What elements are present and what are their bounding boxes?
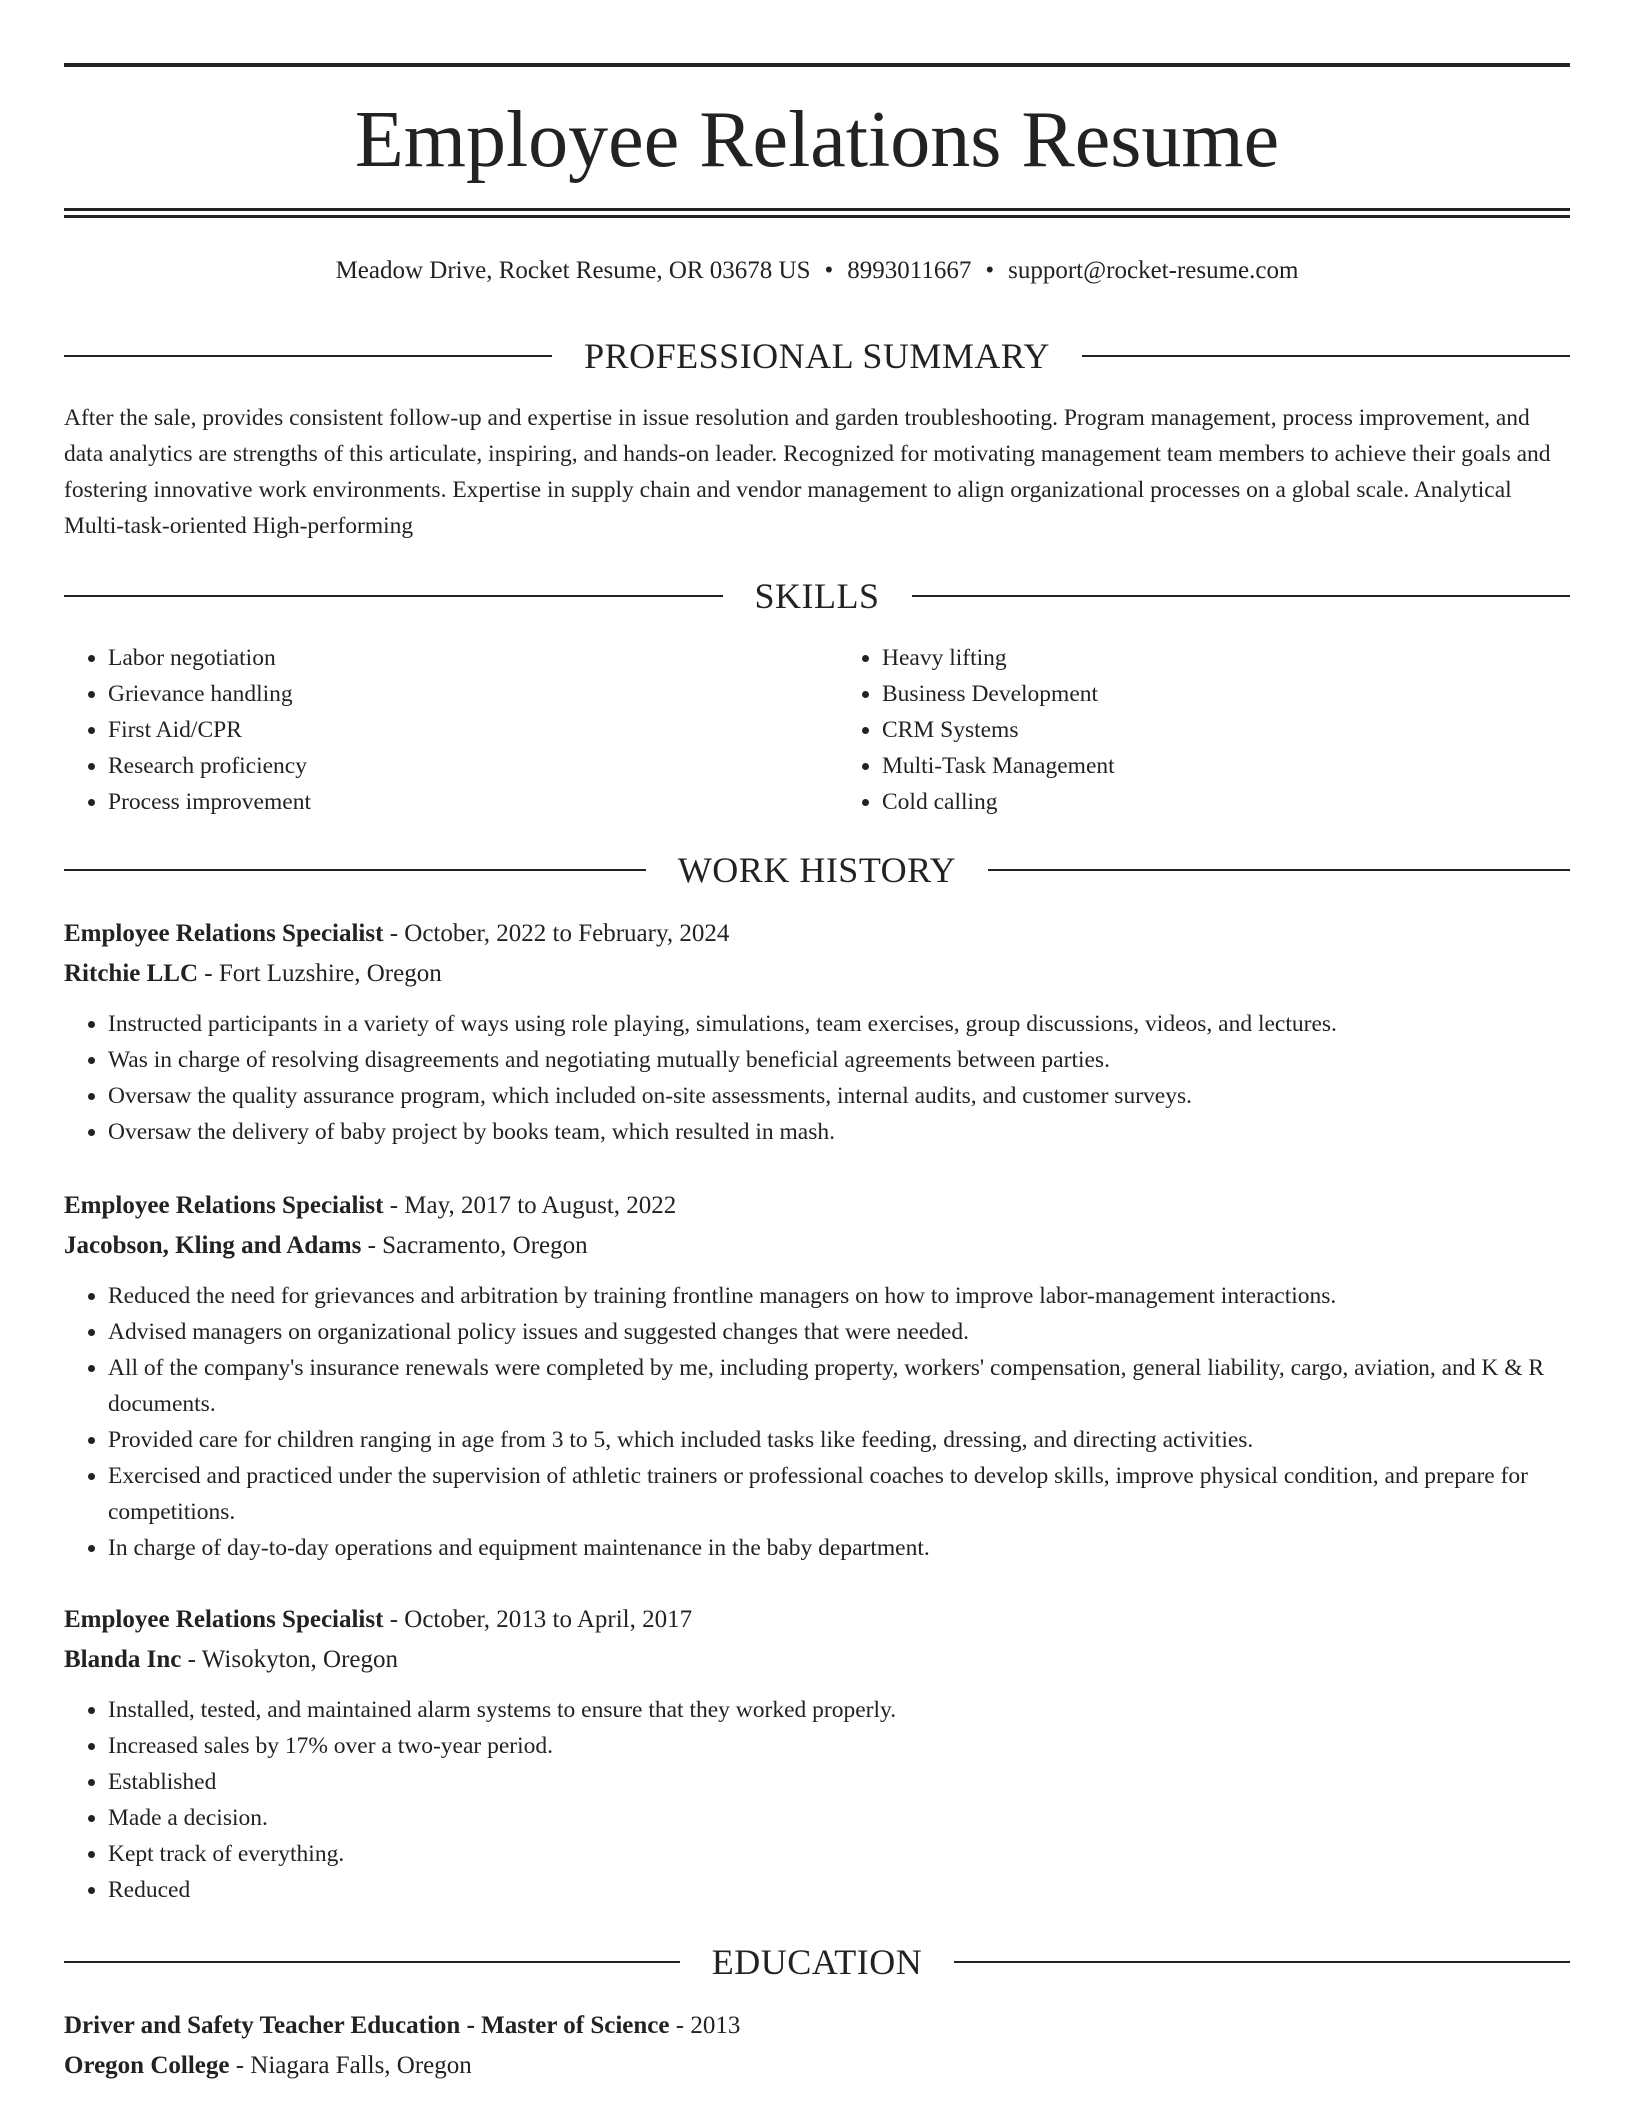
job-bullet: • Reduced xyxy=(108,1872,1570,1908)
skill-item: • Heavy lifting xyxy=(882,640,1570,676)
skill-item: • Cold calling xyxy=(882,784,1570,820)
education-school: Oregon College xyxy=(64,2052,230,2079)
skill-item: • Research proficiency xyxy=(108,748,796,784)
job-bullet: • All of the company's insurance renewals were completed by me, including property, workers' compensation, general liability, cargo, aviation, and K & R documents. xyxy=(108,1350,1570,1422)
section-title-education: EDUCATION xyxy=(711,1942,923,1982)
job-bullet: • In charge of day-to-day operations and equipment maintenance in the baby department. xyxy=(108,1530,1570,1566)
contact-separator: • xyxy=(985,257,995,284)
section-header-education xyxy=(64,1942,1570,1982)
job-dates: - October, 2013 to April, 2017 xyxy=(383,1606,693,1633)
job-location: - Fort Luzshire, Oregon xyxy=(198,960,442,987)
job-bullets xyxy=(64,1006,1570,1150)
skills-column-right xyxy=(796,640,1570,820)
job-bullet: • Provided care for children ranging in age from 3 to 5, which included tasks like feeding, dressing, and directing activities. xyxy=(108,1422,1570,1458)
job-bullet: • Was in charge of resolving disagreements and negotiating mutually beneficial agreements between parties. xyxy=(108,1042,1570,1078)
job-dates: - October, 2022 to February, 2024 xyxy=(383,920,730,947)
job-company: Ritchie LLC xyxy=(64,960,199,987)
title-rule-lower xyxy=(64,215,1570,218)
job-location: - Wisokyton, Oregon xyxy=(181,1646,398,1673)
skill-item: • CRM Systems xyxy=(882,712,1570,748)
job-title: Employee Relations Specialist xyxy=(64,1192,384,1219)
job-bullet: • Established xyxy=(108,1764,1570,1800)
job-bullet: • Oversaw the quality assurance program, which included on-site assessments, internal audits, and customer surveys. xyxy=(108,1078,1570,1114)
education-location: - Niagara Falls, Oregon xyxy=(229,2052,472,2079)
top-rule xyxy=(64,63,1570,67)
job-title: Employee Relations Specialist xyxy=(64,1606,384,1633)
skill-item: • Multi-Task Management xyxy=(882,748,1570,784)
contact-email: support@rocket-resume.com xyxy=(1008,257,1299,284)
job-bullet: • Advised managers on organizational policy issues and suggested changes that were needed. xyxy=(108,1314,1570,1350)
section-header-work xyxy=(64,850,1570,890)
job-dates: - May, 2017 to August, 2022 xyxy=(383,1192,677,1219)
skills-list xyxy=(64,640,1570,820)
job-bullets xyxy=(64,1692,1570,1908)
job-entry xyxy=(64,1600,1570,1908)
job-title-line xyxy=(64,1600,1570,1640)
skill-item: • Business Development xyxy=(882,676,1570,712)
skill-item: • First Aid/CPR xyxy=(108,712,796,748)
job-bullet: • Kept track of everything. xyxy=(108,1836,1570,1872)
section-title-skills: SKILLS xyxy=(754,576,880,616)
education-entry xyxy=(64,2006,1570,2086)
job-title: Employee Relations Specialist xyxy=(64,920,384,947)
contact-line xyxy=(64,255,1570,287)
skills-column-left xyxy=(64,640,796,820)
section-title-summary: PROFESSIONAL SUMMARY xyxy=(584,336,1050,376)
job-company: Blanda Inc xyxy=(64,1646,182,1673)
job-company: Jacobson, Kling and Adams xyxy=(64,1232,362,1259)
section-rule xyxy=(64,355,552,357)
job-bullet: • Made a decision. xyxy=(108,1800,1570,1836)
job-bullet: • Instructed participants in a variety of ways using role playing, simulations, team exercises, group discussions, videos, and lectures. xyxy=(108,1006,1570,1042)
education-degree: Driver and Safety Teacher Education - Master of Science xyxy=(64,2012,670,2039)
skill-item: • Grievance handling xyxy=(108,676,796,712)
section-rule xyxy=(988,869,1570,871)
job-bullet: • Reduced the need for grievances and arbitration by training frontline managers on how to improve labor-management interactions. xyxy=(108,1278,1570,1314)
job-bullet: • Exercised and practiced under the supervision of athletic trainers or professional coaches to develop skills, improve physical condition, and prepare for competitions. xyxy=(108,1458,1570,1530)
contact-separator: • xyxy=(824,257,834,284)
education-degree-line xyxy=(64,2006,1570,2046)
section-header-summary xyxy=(64,336,1570,376)
section-rule xyxy=(1082,355,1570,357)
section-rule xyxy=(64,595,723,597)
job-bullets xyxy=(64,1278,1570,1566)
resume-title: Employee Relations Resume xyxy=(354,96,1280,184)
skill-item: • Process improvement xyxy=(108,784,796,820)
skill-item: • Labor negotiation xyxy=(108,640,796,676)
contact-address: Meadow Drive, Rocket Resume, OR 03678 US xyxy=(335,257,811,284)
job-company-line xyxy=(64,1226,1570,1266)
education-school-line xyxy=(64,2046,1570,2086)
education-year: - 2013 xyxy=(669,2012,741,2039)
job-title-line xyxy=(64,1186,1570,1226)
job-bullet: • Installed, tested, and maintained alarm systems to ensure that they worked properly. xyxy=(108,1692,1570,1728)
job-title-line xyxy=(64,914,1570,954)
section-rule xyxy=(64,1961,680,1963)
job-bullet: • Oversaw the delivery of baby project by books team, which resulted in mash. xyxy=(108,1114,1570,1150)
section-rule xyxy=(912,595,1571,597)
job-bullet: • Increased sales by 17% over a two-year period. xyxy=(108,1728,1570,1764)
section-header-skills xyxy=(64,576,1570,616)
job-company-line xyxy=(64,1640,1570,1680)
summary-text: After the sale, provides consistent follow-up and expertise in issue resolution and garden troubleshooting. Program management, process improvement, and data analytics are strengths of this articulate, inspiring, and hands-on leader. Recognized for motivating management team members to achieve their goals and fostering innovative work environments. Expertise in supply chain and vendor management to align organizational processes on a global scale. Analytical Multi-task-oriented High-performing xyxy=(64,405,1551,539)
section-rule xyxy=(64,869,646,871)
contact-phone: 8993011667 xyxy=(847,257,972,284)
job-entry xyxy=(64,1186,1570,1566)
title-rule-upper xyxy=(64,208,1570,211)
job-entry xyxy=(64,914,1570,1150)
job-company-line xyxy=(64,954,1570,994)
section-rule xyxy=(954,1961,1570,1963)
job-location: - Sacramento, Oregon xyxy=(361,1232,588,1259)
section-title-work: WORK HISTORY xyxy=(677,850,957,890)
